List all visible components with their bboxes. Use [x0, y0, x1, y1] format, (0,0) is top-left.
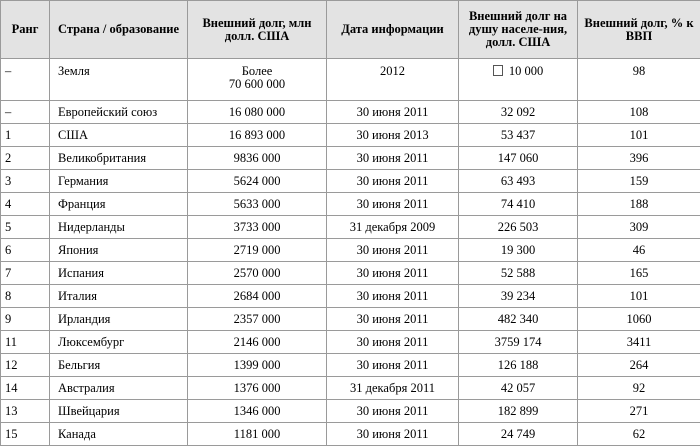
table-row — [1, 216, 700, 239]
header-per-capita: Внешний долг на душу населе-ния, долл. США — [459, 1, 578, 59]
cell-country: Земля — [50, 59, 188, 101]
cell-rank: – — [1, 59, 50, 101]
cell-rank: 13 — [1, 400, 50, 423]
approx-box-icon — [493, 65, 503, 76]
cell-debt: 9836 000 — [188, 147, 327, 170]
header-date: Дата информации — [327, 1, 459, 59]
cell-debt — [188, 59, 327, 101]
cell-per-capita: 74 410 — [459, 193, 578, 216]
cell-rank: 12 — [1, 354, 50, 377]
table-row — [1, 354, 700, 377]
header-country: Страна / образование — [50, 1, 188, 59]
table-row — [1, 423, 700, 446]
cell-gdp: 264 — [578, 354, 700, 377]
header-row — [1, 1, 700, 59]
cell-gdp: 46 — [578, 239, 700, 262]
cell-debt: 2357 000 — [188, 308, 327, 331]
cell-date: 31 декабря 2009 — [327, 216, 459, 239]
cell-per-capita: 39 234 — [459, 285, 578, 308]
table-row — [1, 147, 700, 170]
table-row — [1, 124, 700, 147]
cell-debt: 5633 000 — [188, 193, 327, 216]
cell-date: 30 июня 2011 — [327, 262, 459, 285]
cell-country: Люксембург — [50, 331, 188, 354]
cell-rank: – — [1, 101, 50, 124]
cell-gdp: 165 — [578, 262, 700, 285]
cell-debt: 1376 000 — [188, 377, 327, 400]
cell-rank: 6 — [1, 239, 50, 262]
cell-debt: 1346 000 — [188, 400, 327, 423]
cell-date: 30 июня 2011 — [327, 101, 459, 124]
cell-country: Франция — [50, 193, 188, 216]
cell-country: Бельгия — [50, 354, 188, 377]
cell-gdp: 62 — [578, 423, 700, 446]
cell-country: Италия — [50, 285, 188, 308]
cell-date: 30 июня 2013 — [327, 124, 459, 147]
cell-rank: 2 — [1, 147, 50, 170]
table-row — [1, 170, 700, 193]
cell-per-capita: 182 899 — [459, 400, 578, 423]
cell-gdp: 101 — [578, 285, 700, 308]
cell-country: Европейский союз — [50, 101, 188, 124]
cell-debt: 2570 000 — [188, 262, 327, 285]
table-row — [1, 400, 700, 423]
table-row — [1, 377, 700, 400]
cell-gdp: 396 — [578, 147, 700, 170]
cell-debt-prefix: Более — [241, 64, 273, 78]
cell-rank: 4 — [1, 193, 50, 216]
cell-debt: 2146 000 — [188, 331, 327, 354]
cell-country: Канада — [50, 423, 188, 446]
cell-debt-value: 70 600 000 — [228, 77, 286, 91]
cell-date: 30 июня 2011 — [327, 193, 459, 216]
table-row — [1, 193, 700, 216]
cell-per-capita: 482 340 — [459, 308, 578, 331]
cell-debt: 3733 000 — [188, 216, 327, 239]
cell-per-capita: 126 188 — [459, 354, 578, 377]
cell-gdp: 271 — [578, 400, 700, 423]
cell-country: Австралия — [50, 377, 188, 400]
header-debt: Внешний долг, млн долл. США — [188, 1, 327, 59]
cell-per-capita: 147 060 — [459, 147, 578, 170]
cell-gdp: 101 — [578, 124, 700, 147]
cell-gdp: 159 — [578, 170, 700, 193]
cell-date: 30 июня 2011 — [327, 400, 459, 423]
cell-date: 30 июня 2011 — [327, 308, 459, 331]
cell-rank: 5 — [1, 216, 50, 239]
cell-gdp: 92 — [578, 377, 700, 400]
table-row — [1, 101, 700, 124]
cell-debt: 16 080 000 — [188, 101, 327, 124]
cell-rank: 1 — [1, 124, 50, 147]
cell-gdp: 108 — [578, 101, 700, 124]
cell-debt: 16 893 000 — [188, 124, 327, 147]
cell-per-capita: 42 057 — [459, 377, 578, 400]
cell-country: Германия — [50, 170, 188, 193]
cell-per-capita: 53 437 — [459, 124, 578, 147]
cell-per-capita: 19 300 — [459, 239, 578, 262]
cell-date: 30 июня 2011 — [327, 239, 459, 262]
cell-per-capita: 63 493 — [459, 170, 578, 193]
cell-country: Япония — [50, 239, 188, 262]
cell-country: Ирландия — [50, 308, 188, 331]
cell-debt: 5624 000 — [188, 170, 327, 193]
cell-debt: 2684 000 — [188, 285, 327, 308]
cell-date: 30 июня 2011 — [327, 170, 459, 193]
cell-debt: 1399 000 — [188, 354, 327, 377]
cell-per-capita: 24 749 — [459, 423, 578, 446]
table-row — [1, 262, 700, 285]
table-row — [1, 308, 700, 331]
cell-date: 30 июня 2011 — [327, 285, 459, 308]
cell-rank: 3 — [1, 170, 50, 193]
cell-rank: 15 — [1, 423, 50, 446]
table-row — [1, 59, 700, 101]
cell-date: 2012 — [327, 59, 459, 101]
header-rank: Ранг — [1, 1, 50, 59]
cell-per-capita — [459, 59, 578, 101]
cell-rank: 7 — [1, 262, 50, 285]
cell-per-capita: 3759 174 — [459, 331, 578, 354]
cell-country: Великобритания — [50, 147, 188, 170]
cell-country: Испания — [50, 262, 188, 285]
cell-date: 30 июня 2011 — [327, 423, 459, 446]
cell-gdp: 3411 — [578, 331, 700, 354]
cell-date: 31 декабря 2011 — [327, 377, 459, 400]
cell-per-capita: 52 588 — [459, 262, 578, 285]
cell-rank: 14 — [1, 377, 50, 400]
cell-country: Нидерланды — [50, 216, 188, 239]
table-header — [1, 1, 700, 59]
cell-debt: 1181 000 — [188, 423, 327, 446]
cell-per-capita-value: 10 000 — [508, 64, 544, 78]
cell-rank: 8 — [1, 285, 50, 308]
cell-debt: 2719 000 — [188, 239, 327, 262]
cell-date: 30 июня 2011 — [327, 147, 459, 170]
cell-date: 30 июня 2011 — [327, 354, 459, 377]
cell-country: США — [50, 124, 188, 147]
header-gdp: Внешний долг, % к ВВП — [578, 1, 700, 59]
cell-gdp: 1060 — [578, 308, 700, 331]
cell-date: 30 июня 2011 — [327, 331, 459, 354]
cell-gdp: 188 — [578, 193, 700, 216]
cell-rank: 11 — [1, 331, 50, 354]
cell-gdp: 98 — [578, 59, 700, 101]
cell-rank: 9 — [1, 308, 50, 331]
cell-country: Швейцария — [50, 400, 188, 423]
table-row — [1, 285, 700, 308]
cell-per-capita: 226 503 — [459, 216, 578, 239]
cell-per-capita: 32 092 — [459, 101, 578, 124]
table-row — [1, 331, 700, 354]
table-body — [1, 59, 700, 446]
table-row — [1, 239, 700, 262]
cell-gdp: 309 — [578, 216, 700, 239]
